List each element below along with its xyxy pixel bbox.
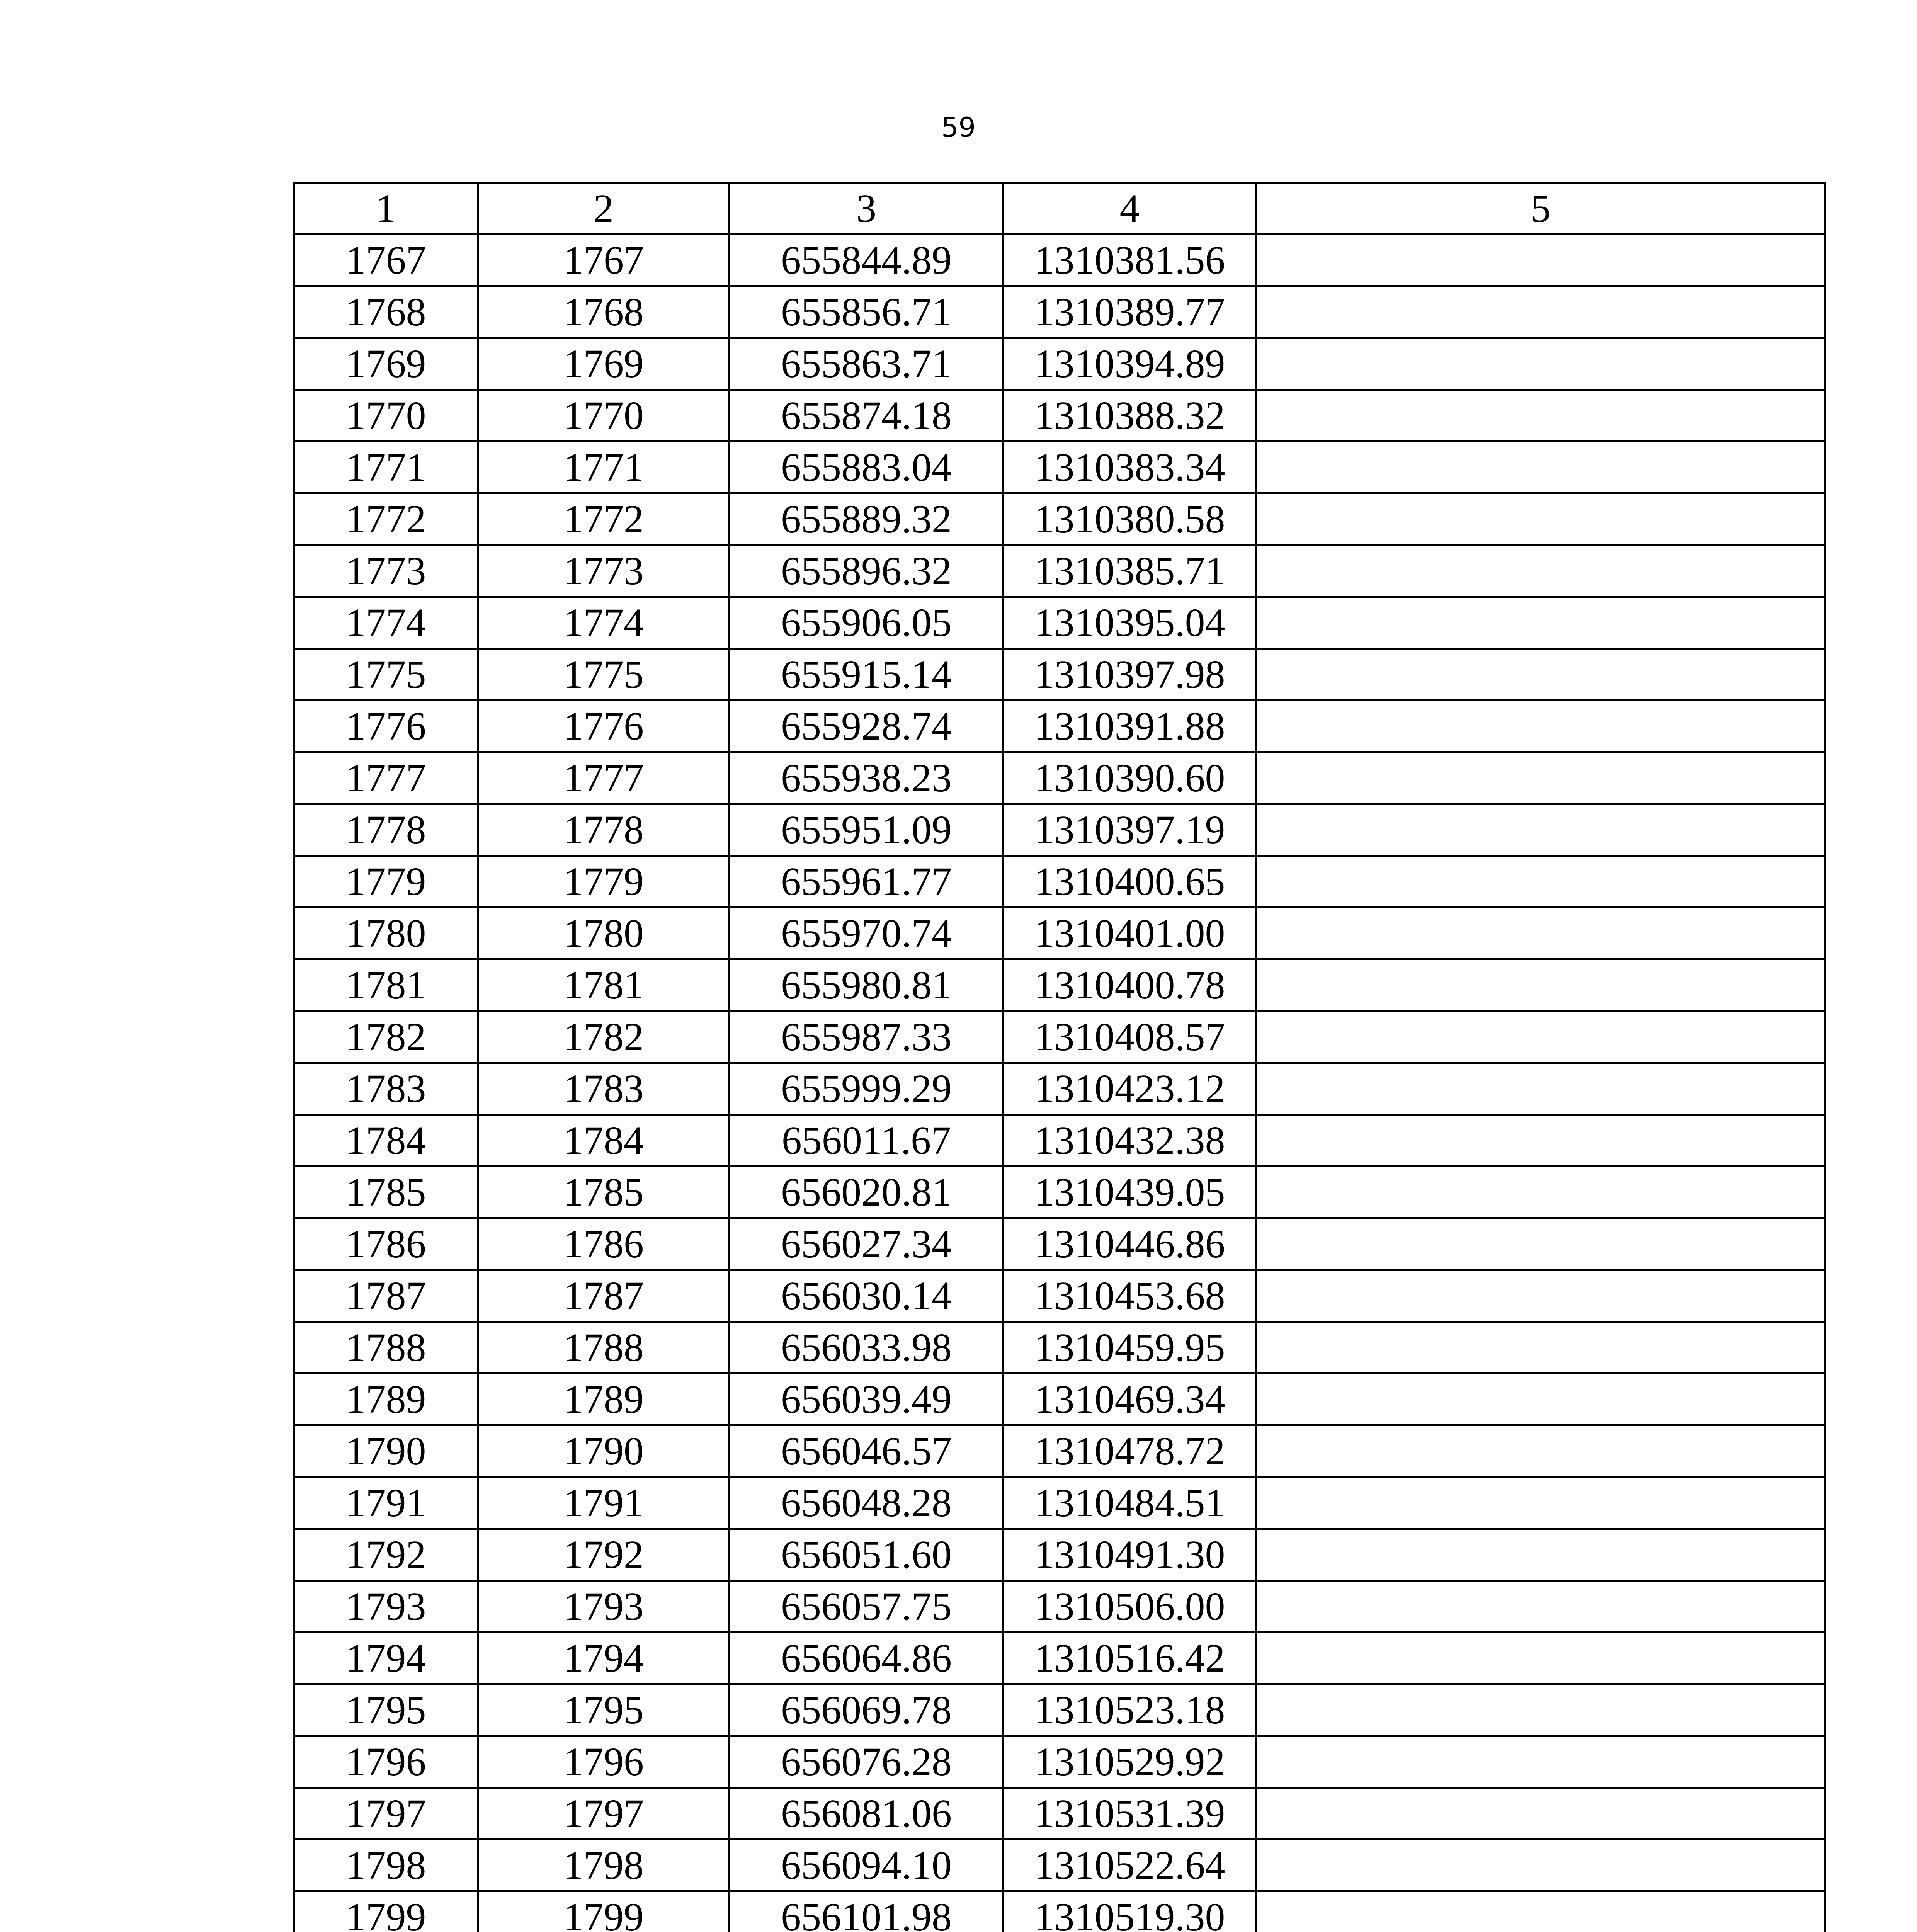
column-header-2: 2 — [478, 183, 730, 235]
point-id-cell: 1783 — [478, 1063, 730, 1115]
point-number-cell: 1789 — [294, 1374, 478, 1425]
point-number-cell: 1773 — [294, 545, 478, 597]
x-coordinate-cell: 656030.14 — [730, 1270, 1004, 1322]
y-coordinate-cell: 1310383.34 — [1004, 442, 1256, 493]
x-coordinate-cell: 655906.05 — [730, 597, 1004, 649]
x-coordinate-cell: 655896.32 — [730, 545, 1004, 597]
x-coordinate-cell: 655856.71 — [730, 286, 1004, 338]
point-id-cell: 1780 — [478, 908, 730, 959]
x-coordinate-cell: 656033.98 — [730, 1322, 1004, 1374]
point-id-cell: 1789 — [478, 1374, 730, 1425]
point-id-cell: 1797 — [478, 1788, 730, 1840]
x-coordinate-cell: 656081.06 — [730, 1788, 1004, 1840]
note-cell — [1256, 390, 1825, 442]
x-coordinate-cell: 656094.10 — [730, 1840, 1004, 1891]
table-row — [294, 1788, 1825, 1840]
point-number-cell: 1795 — [294, 1684, 478, 1736]
y-coordinate-cell: 1310381.56 — [1004, 235, 1256, 286]
x-coordinate-cell: 655883.04 — [730, 442, 1004, 493]
y-coordinate-cell: 1310506.00 — [1004, 1581, 1256, 1633]
table-row — [294, 1218, 1825, 1270]
table-row — [294, 1529, 1825, 1581]
point-number-cell: 1781 — [294, 959, 478, 1011]
y-coordinate-cell: 1310391.88 — [1004, 701, 1256, 752]
y-coordinate-cell: 1310397.98 — [1004, 649, 1256, 701]
x-coordinate-cell: 656048.28 — [730, 1477, 1004, 1529]
point-number-cell: 1769 — [294, 338, 478, 390]
note-cell — [1256, 1891, 1825, 1932]
point-number-cell: 1777 — [294, 752, 478, 804]
x-coordinate-cell: 655938.23 — [730, 752, 1004, 804]
x-coordinate-cell: 656020.81 — [730, 1167, 1004, 1218]
table-row — [294, 1840, 1825, 1891]
x-coordinate-cell: 656027.34 — [730, 1218, 1004, 1270]
x-coordinate-cell: 655915.14 — [730, 649, 1004, 701]
note-cell — [1256, 1633, 1825, 1684]
column-header-1: 1 — [294, 183, 478, 235]
x-coordinate-cell: 656069.78 — [730, 1684, 1004, 1736]
y-coordinate-cell: 1310400.65 — [1004, 856, 1256, 908]
table-row — [294, 1425, 1825, 1477]
point-number-cell: 1798 — [294, 1840, 478, 1891]
y-coordinate-cell: 1310385.71 — [1004, 545, 1256, 597]
x-coordinate-cell: 655970.74 — [730, 908, 1004, 959]
point-number-cell: 1797 — [294, 1788, 478, 1840]
point-number-cell: 1768 — [294, 286, 478, 338]
y-coordinate-cell: 1310380.58 — [1004, 493, 1256, 545]
note-cell — [1256, 1840, 1825, 1891]
x-coordinate-cell: 656064.86 — [730, 1633, 1004, 1684]
x-coordinate-cell: 656057.75 — [730, 1581, 1004, 1633]
point-id-cell: 1768 — [478, 286, 730, 338]
point-number-cell: 1780 — [294, 908, 478, 959]
table-row — [294, 1684, 1825, 1736]
point-number-cell: 1783 — [294, 1063, 478, 1115]
x-coordinate-cell: 656076.28 — [730, 1736, 1004, 1788]
point-number-cell: 1782 — [294, 1011, 478, 1063]
y-coordinate-cell: 1310469.34 — [1004, 1374, 1256, 1425]
table-row — [294, 649, 1825, 701]
x-coordinate-cell: 656051.60 — [730, 1529, 1004, 1581]
x-coordinate-cell: 655928.74 — [730, 701, 1004, 752]
table-row — [294, 1322, 1825, 1374]
note-cell — [1256, 752, 1825, 804]
note-cell — [1256, 1270, 1825, 1322]
column-header-5: 5 — [1256, 183, 1825, 235]
x-coordinate-cell: 656039.49 — [730, 1374, 1004, 1425]
point-id-cell: 1790 — [478, 1425, 730, 1477]
point-id-cell: 1775 — [478, 649, 730, 701]
table-row — [294, 1736, 1825, 1788]
point-number-cell: 1779 — [294, 856, 478, 908]
table-row — [294, 908, 1825, 959]
page-number: 59 — [941, 112, 976, 143]
table-row — [294, 1374, 1825, 1425]
point-number-cell: 1772 — [294, 493, 478, 545]
point-number-cell: 1792 — [294, 1529, 478, 1581]
note-cell — [1256, 545, 1825, 597]
y-coordinate-cell: 1310395.04 — [1004, 597, 1256, 649]
point-number-cell: 1776 — [294, 701, 478, 752]
table-row — [294, 286, 1825, 338]
note-cell — [1256, 1425, 1825, 1477]
table-row — [294, 1581, 1825, 1633]
coordinates-table — [293, 182, 1826, 1932]
y-coordinate-cell: 1310459.95 — [1004, 1322, 1256, 1374]
table-row — [294, 1167, 1825, 1218]
point-id-cell: 1771 — [478, 442, 730, 493]
note-cell — [1256, 1374, 1825, 1425]
column-header-3: 3 — [730, 183, 1004, 235]
y-coordinate-cell: 1310453.68 — [1004, 1270, 1256, 1322]
point-id-cell: 1774 — [478, 597, 730, 649]
note-cell — [1256, 1011, 1825, 1063]
y-coordinate-cell: 1310397.19 — [1004, 804, 1256, 856]
note-cell — [1256, 1115, 1825, 1167]
point-number-cell: 1799 — [294, 1891, 478, 1932]
point-id-cell: 1787 — [478, 1270, 730, 1322]
note-cell — [1256, 1529, 1825, 1581]
point-number-cell: 1791 — [294, 1477, 478, 1529]
note-cell — [1256, 493, 1825, 545]
y-coordinate-cell: 1310523.18 — [1004, 1684, 1256, 1736]
note-cell — [1256, 1736, 1825, 1788]
note-cell — [1256, 959, 1825, 1011]
note-cell — [1256, 442, 1825, 493]
x-coordinate-cell: 655844.89 — [730, 235, 1004, 286]
table-row — [294, 493, 1825, 545]
table-row — [294, 1270, 1825, 1322]
note-cell — [1256, 1788, 1825, 1840]
note-cell — [1256, 856, 1825, 908]
table-row — [294, 1063, 1825, 1115]
point-number-cell: 1775 — [294, 649, 478, 701]
table-row — [294, 390, 1825, 442]
note-cell — [1256, 804, 1825, 856]
y-coordinate-cell: 1310446.86 — [1004, 1218, 1256, 1270]
y-coordinate-cell: 1310432.38 — [1004, 1115, 1256, 1167]
y-coordinate-cell: 1310491.30 — [1004, 1529, 1256, 1581]
point-id-cell: 1773 — [478, 545, 730, 597]
y-coordinate-cell: 1310529.92 — [1004, 1736, 1256, 1788]
y-coordinate-cell: 1310388.32 — [1004, 390, 1256, 442]
x-coordinate-cell: 655863.71 — [730, 338, 1004, 390]
note-cell — [1256, 649, 1825, 701]
table-row — [294, 856, 1825, 908]
table-row — [294, 1011, 1825, 1063]
y-coordinate-cell: 1310423.12 — [1004, 1063, 1256, 1115]
point-id-cell: 1770 — [478, 390, 730, 442]
x-coordinate-cell: 655999.29 — [730, 1063, 1004, 1115]
point-id-cell: 1779 — [478, 856, 730, 908]
point-number-cell: 1786 — [294, 1218, 478, 1270]
y-coordinate-cell: 1310390.60 — [1004, 752, 1256, 804]
note-cell — [1256, 1063, 1825, 1115]
point-id-cell: 1794 — [478, 1633, 730, 1684]
y-coordinate-cell: 1310531.39 — [1004, 1788, 1256, 1840]
point-id-cell: 1793 — [478, 1581, 730, 1633]
point-id-cell: 1769 — [478, 338, 730, 390]
point-number-cell: 1787 — [294, 1270, 478, 1322]
table-row — [294, 235, 1825, 286]
point-id-cell: 1798 — [478, 1840, 730, 1891]
point-number-cell: 1784 — [294, 1115, 478, 1167]
point-number-cell: 1796 — [294, 1736, 478, 1788]
x-coordinate-cell: 656101.98 — [730, 1891, 1004, 1932]
y-coordinate-cell: 1310516.42 — [1004, 1633, 1256, 1684]
x-coordinate-cell: 655961.77 — [730, 856, 1004, 908]
note-cell — [1256, 1684, 1825, 1736]
y-coordinate-cell: 1310519.30 — [1004, 1891, 1256, 1932]
point-id-cell: 1778 — [478, 804, 730, 856]
table-row — [294, 338, 1825, 390]
point-id-cell: 1782 — [478, 1011, 730, 1063]
note-cell — [1256, 1477, 1825, 1529]
x-coordinate-cell: 655987.33 — [730, 1011, 1004, 1063]
point-number-cell: 1778 — [294, 804, 478, 856]
column-header-4: 4 — [1004, 183, 1256, 235]
y-coordinate-cell: 1310408.57 — [1004, 1011, 1256, 1063]
y-coordinate-cell: 1310439.05 — [1004, 1167, 1256, 1218]
table-row — [294, 959, 1825, 1011]
point-number-cell: 1767 — [294, 235, 478, 286]
point-number-cell: 1793 — [294, 1581, 478, 1633]
point-id-cell: 1781 — [478, 959, 730, 1011]
point-id-cell: 1772 — [478, 493, 730, 545]
y-coordinate-cell: 1310400.78 — [1004, 959, 1256, 1011]
x-coordinate-cell: 656011.67 — [730, 1115, 1004, 1167]
y-coordinate-cell: 1310394.89 — [1004, 338, 1256, 390]
table-body — [294, 235, 1825, 1932]
point-number-cell: 1770 — [294, 390, 478, 442]
point-number-cell: 1794 — [294, 1633, 478, 1684]
table-row — [294, 545, 1825, 597]
table-row — [294, 1633, 1825, 1684]
y-coordinate-cell: 1310478.72 — [1004, 1425, 1256, 1477]
point-id-cell: 1792 — [478, 1529, 730, 1581]
y-coordinate-cell: 1310484.51 — [1004, 1477, 1256, 1529]
note-cell — [1256, 597, 1825, 649]
x-coordinate-cell: 656046.57 — [730, 1425, 1004, 1477]
table-row — [294, 804, 1825, 856]
note-cell — [1256, 908, 1825, 959]
table-row — [294, 442, 1825, 493]
note-cell — [1256, 1322, 1825, 1374]
point-id-cell: 1776 — [478, 701, 730, 752]
point-number-cell: 1774 — [294, 597, 478, 649]
table-row — [294, 597, 1825, 649]
point-id-cell: 1791 — [478, 1477, 730, 1529]
point-number-cell: 1790 — [294, 1425, 478, 1477]
table-row — [294, 701, 1825, 752]
note-cell — [1256, 286, 1825, 338]
table-row — [294, 1477, 1825, 1529]
y-coordinate-cell: 1310401.00 — [1004, 908, 1256, 959]
x-coordinate-cell: 655980.81 — [730, 959, 1004, 1011]
note-cell — [1256, 1167, 1825, 1218]
point-id-cell: 1799 — [478, 1891, 730, 1932]
point-id-cell: 1786 — [478, 1218, 730, 1270]
point-id-cell: 1767 — [478, 235, 730, 286]
x-coordinate-cell: 655951.09 — [730, 804, 1004, 856]
note-cell — [1256, 1218, 1825, 1270]
note-cell — [1256, 701, 1825, 752]
x-coordinate-cell: 655889.32 — [730, 493, 1004, 545]
point-id-cell: 1788 — [478, 1322, 730, 1374]
point-id-cell: 1784 — [478, 1115, 730, 1167]
table-row — [294, 752, 1825, 804]
note-cell — [1256, 1581, 1825, 1633]
point-number-cell: 1785 — [294, 1167, 478, 1218]
point-id-cell: 1796 — [478, 1736, 730, 1788]
point-number-cell: 1788 — [294, 1322, 478, 1374]
note-cell — [1256, 338, 1825, 390]
table-row — [294, 1891, 1825, 1932]
point-id-cell: 1777 — [478, 752, 730, 804]
point-number-cell: 1771 — [294, 442, 478, 493]
note-cell — [1256, 235, 1825, 286]
x-coordinate-cell: 655874.18 — [730, 390, 1004, 442]
table-header-row — [294, 183, 1825, 235]
point-id-cell: 1785 — [478, 1167, 730, 1218]
y-coordinate-cell: 1310389.77 — [1004, 286, 1256, 338]
table-row — [294, 1115, 1825, 1167]
point-id-cell: 1795 — [478, 1684, 730, 1736]
y-coordinate-cell: 1310522.64 — [1004, 1840, 1256, 1891]
